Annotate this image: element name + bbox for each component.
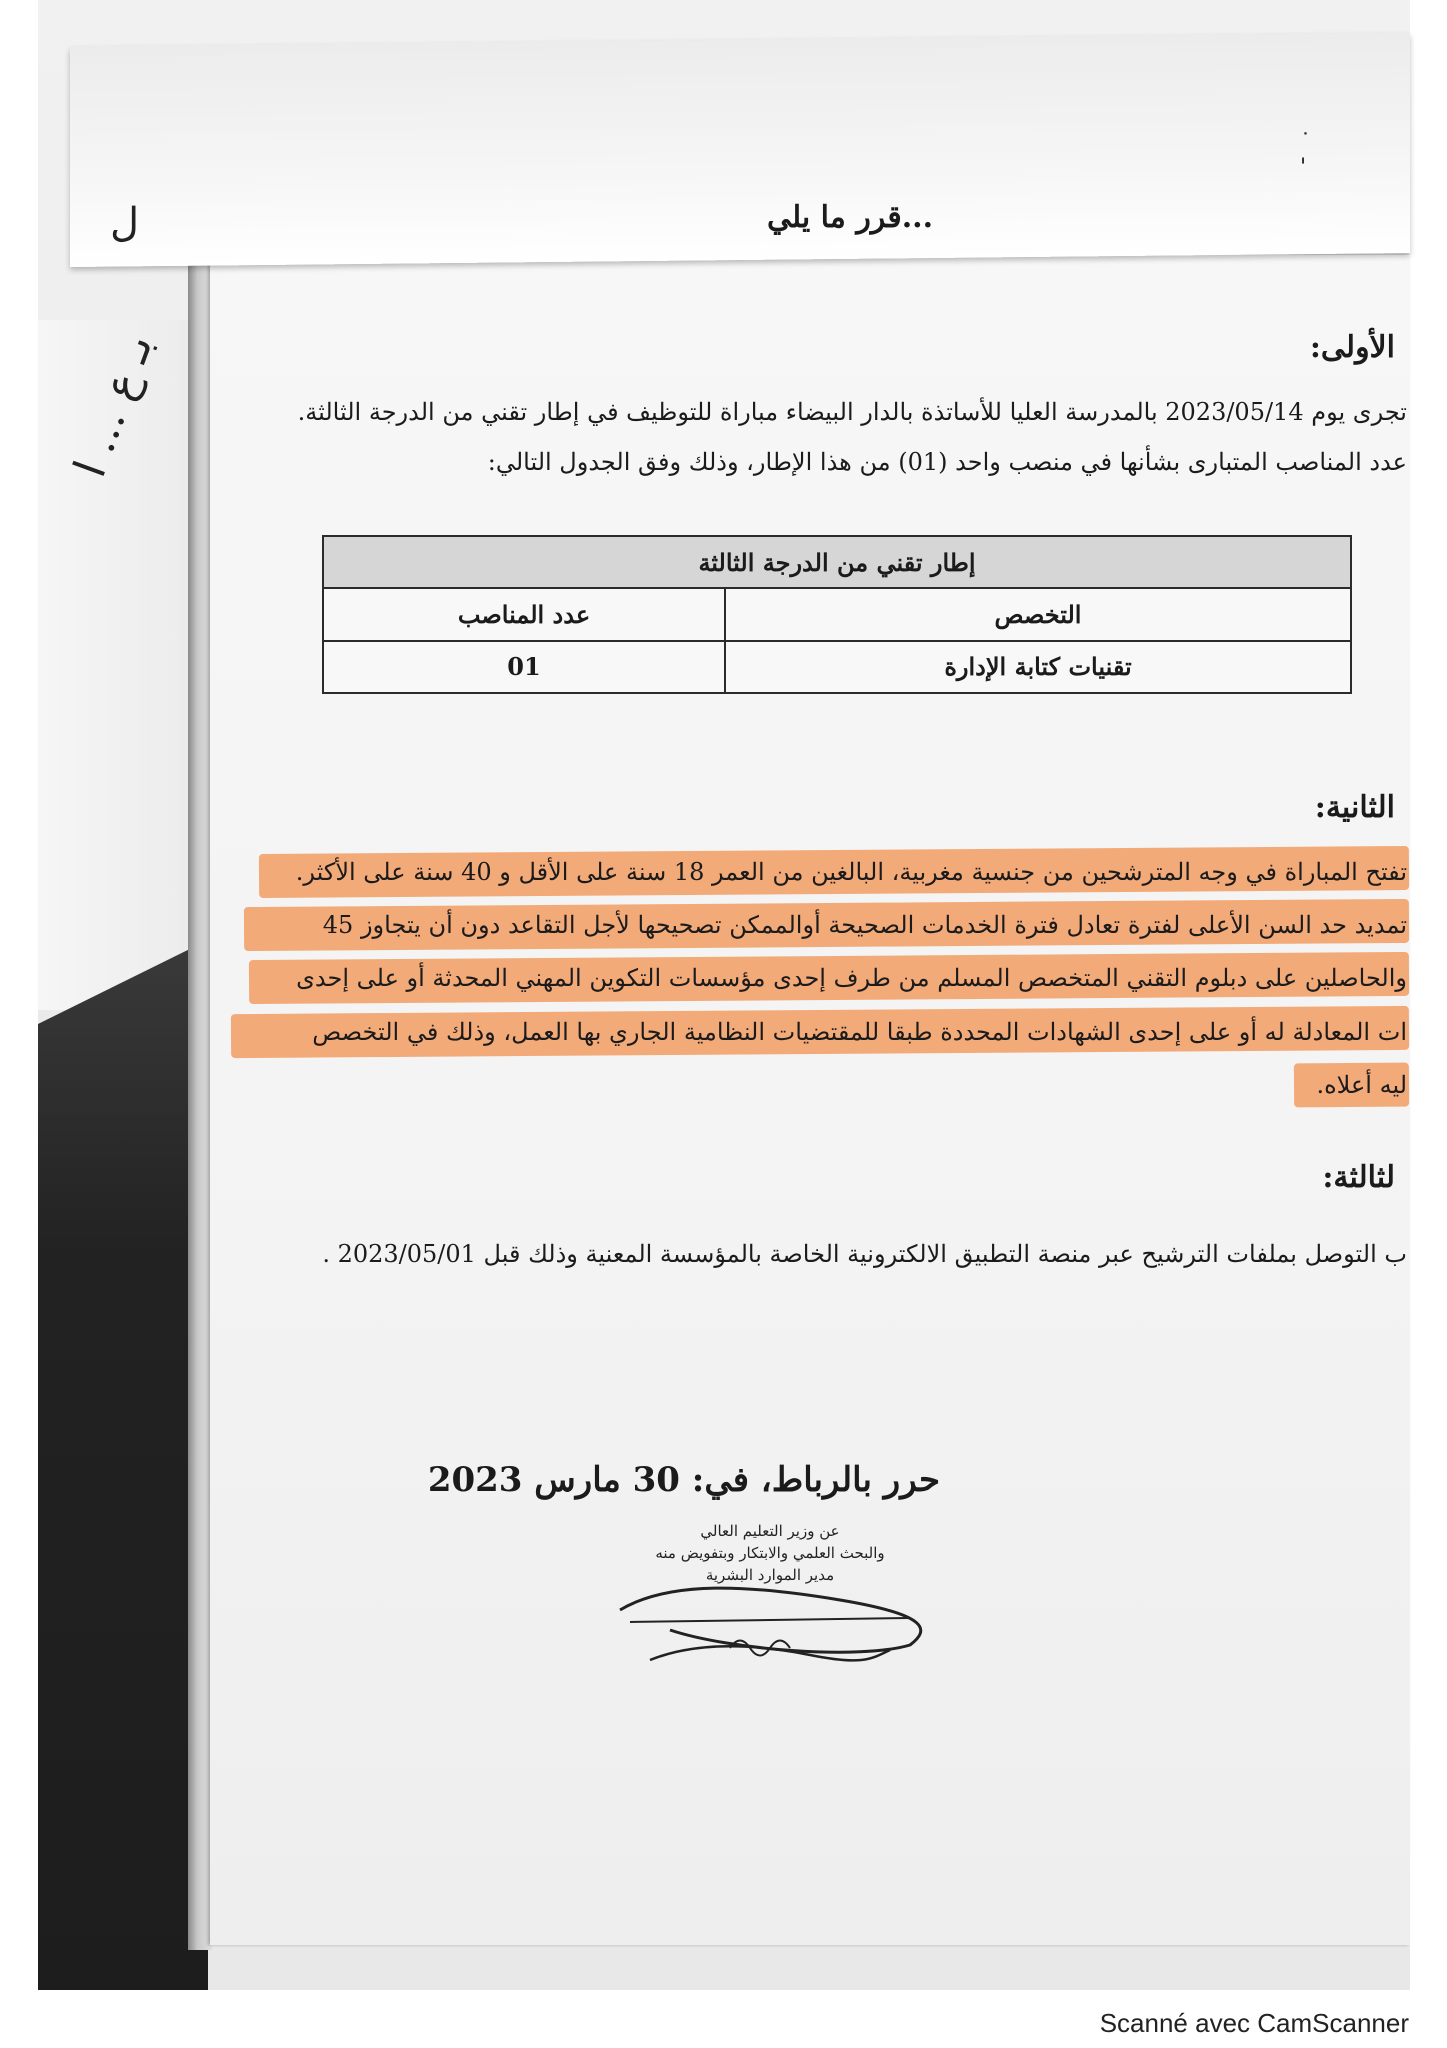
positions-table bbox=[322, 535, 1352, 694]
section2-line-5: ليه أعلاه. bbox=[1316, 1071, 1407, 1099]
table-row bbox=[324, 641, 1350, 692]
left-margin-scribble: بـ ع ... ا bbox=[64, 327, 163, 484]
signature-date-line: حرر بالرباط، في: 30 مارس 2023 bbox=[427, 1460, 940, 1500]
document-page bbox=[210, 255, 1410, 1945]
paper-stack-edge bbox=[188, 250, 212, 1950]
column-header-specialty: التخصص bbox=[724, 589, 1350, 640]
handwritten-signature bbox=[610, 1560, 940, 1670]
section-title-third: لثالثة: bbox=[1322, 1160, 1395, 1195]
section2-line-4: ات المعادلة له أو على إحدى الشهادات المحددة طبقا للمقتضيات النظامية الجاري بها العمل، وذلك في التخصص bbox=[312, 1018, 1407, 1046]
section2-line-2: تمديد حد السن الأعلى لفترة تعادل فترة الخدمات الصحيحة أوالممكن تصحيحها لأجل التقاعد دون أن يتجاوز 45 bbox=[322, 911, 1407, 939]
signature-line-3: مدير الموارد البشرية bbox=[705, 1566, 835, 1584]
signature-line-2: والبحث العلمي والابتكار وبتفويض منه bbox=[655, 1544, 885, 1562]
table-column-headers bbox=[324, 589, 1350, 642]
cell-count: 01 bbox=[507, 652, 541, 681]
section2-line-1: تفتح المباراة في وجه المترشحين من جنسية مغربية، البالغين من العمر 18 سنة على الأقل و 40 سنة على الأكثر. bbox=[295, 858, 1407, 886]
dark-background-area bbox=[38, 940, 208, 1990]
section3-line-1: ب التوصل بملفات الترشيح عبر منصة التطبيق الالكترونية الخاصة بالمؤسسة المعنية وذلك قبل 2023/05/01 . bbox=[322, 1240, 1407, 1268]
section2-line-3: والحاصلين على دبلوم التقني المتخصص المسلم من طرف إحدى مؤسسات التكوين المهني المحدثة أو على إحدى bbox=[296, 964, 1407, 992]
cell-specialty: تقنيات كتابة الإدارة bbox=[724, 641, 1350, 692]
section-title-second: الثانية: bbox=[1314, 790, 1395, 825]
scanner-watermark: Scanné avec CamScanner bbox=[1099, 2008, 1409, 2038]
edge-marks: ˙ ' bbox=[1300, 130, 1311, 180]
table-header: إطار تقني من الدرجة الثالثة bbox=[324, 537, 1350, 589]
signature-line-1: عن وزير التعليم العالي bbox=[700, 1522, 840, 1540]
flap-mark: ل bbox=[110, 200, 140, 246]
section1-line-2: عدد المناصب المتبارى بشأنها في منصب واحد (01) من هذا الإطار، وذلك وفق الجدول التالي: bbox=[487, 448, 1407, 476]
column-header-count: عدد المناصب bbox=[457, 600, 591, 629]
section-title-first: الأولى: bbox=[1309, 330, 1395, 365]
page-header-partial: ...قرر ما يلي bbox=[766, 200, 934, 235]
section1-line-1: تجرى يوم 2023/05/14 بالمدرسة العليا للأساتذة بالدار البيضاء مباراة للتوظيف في إطار تقني من الدرجة الثالثة. bbox=[297, 398, 1407, 426]
